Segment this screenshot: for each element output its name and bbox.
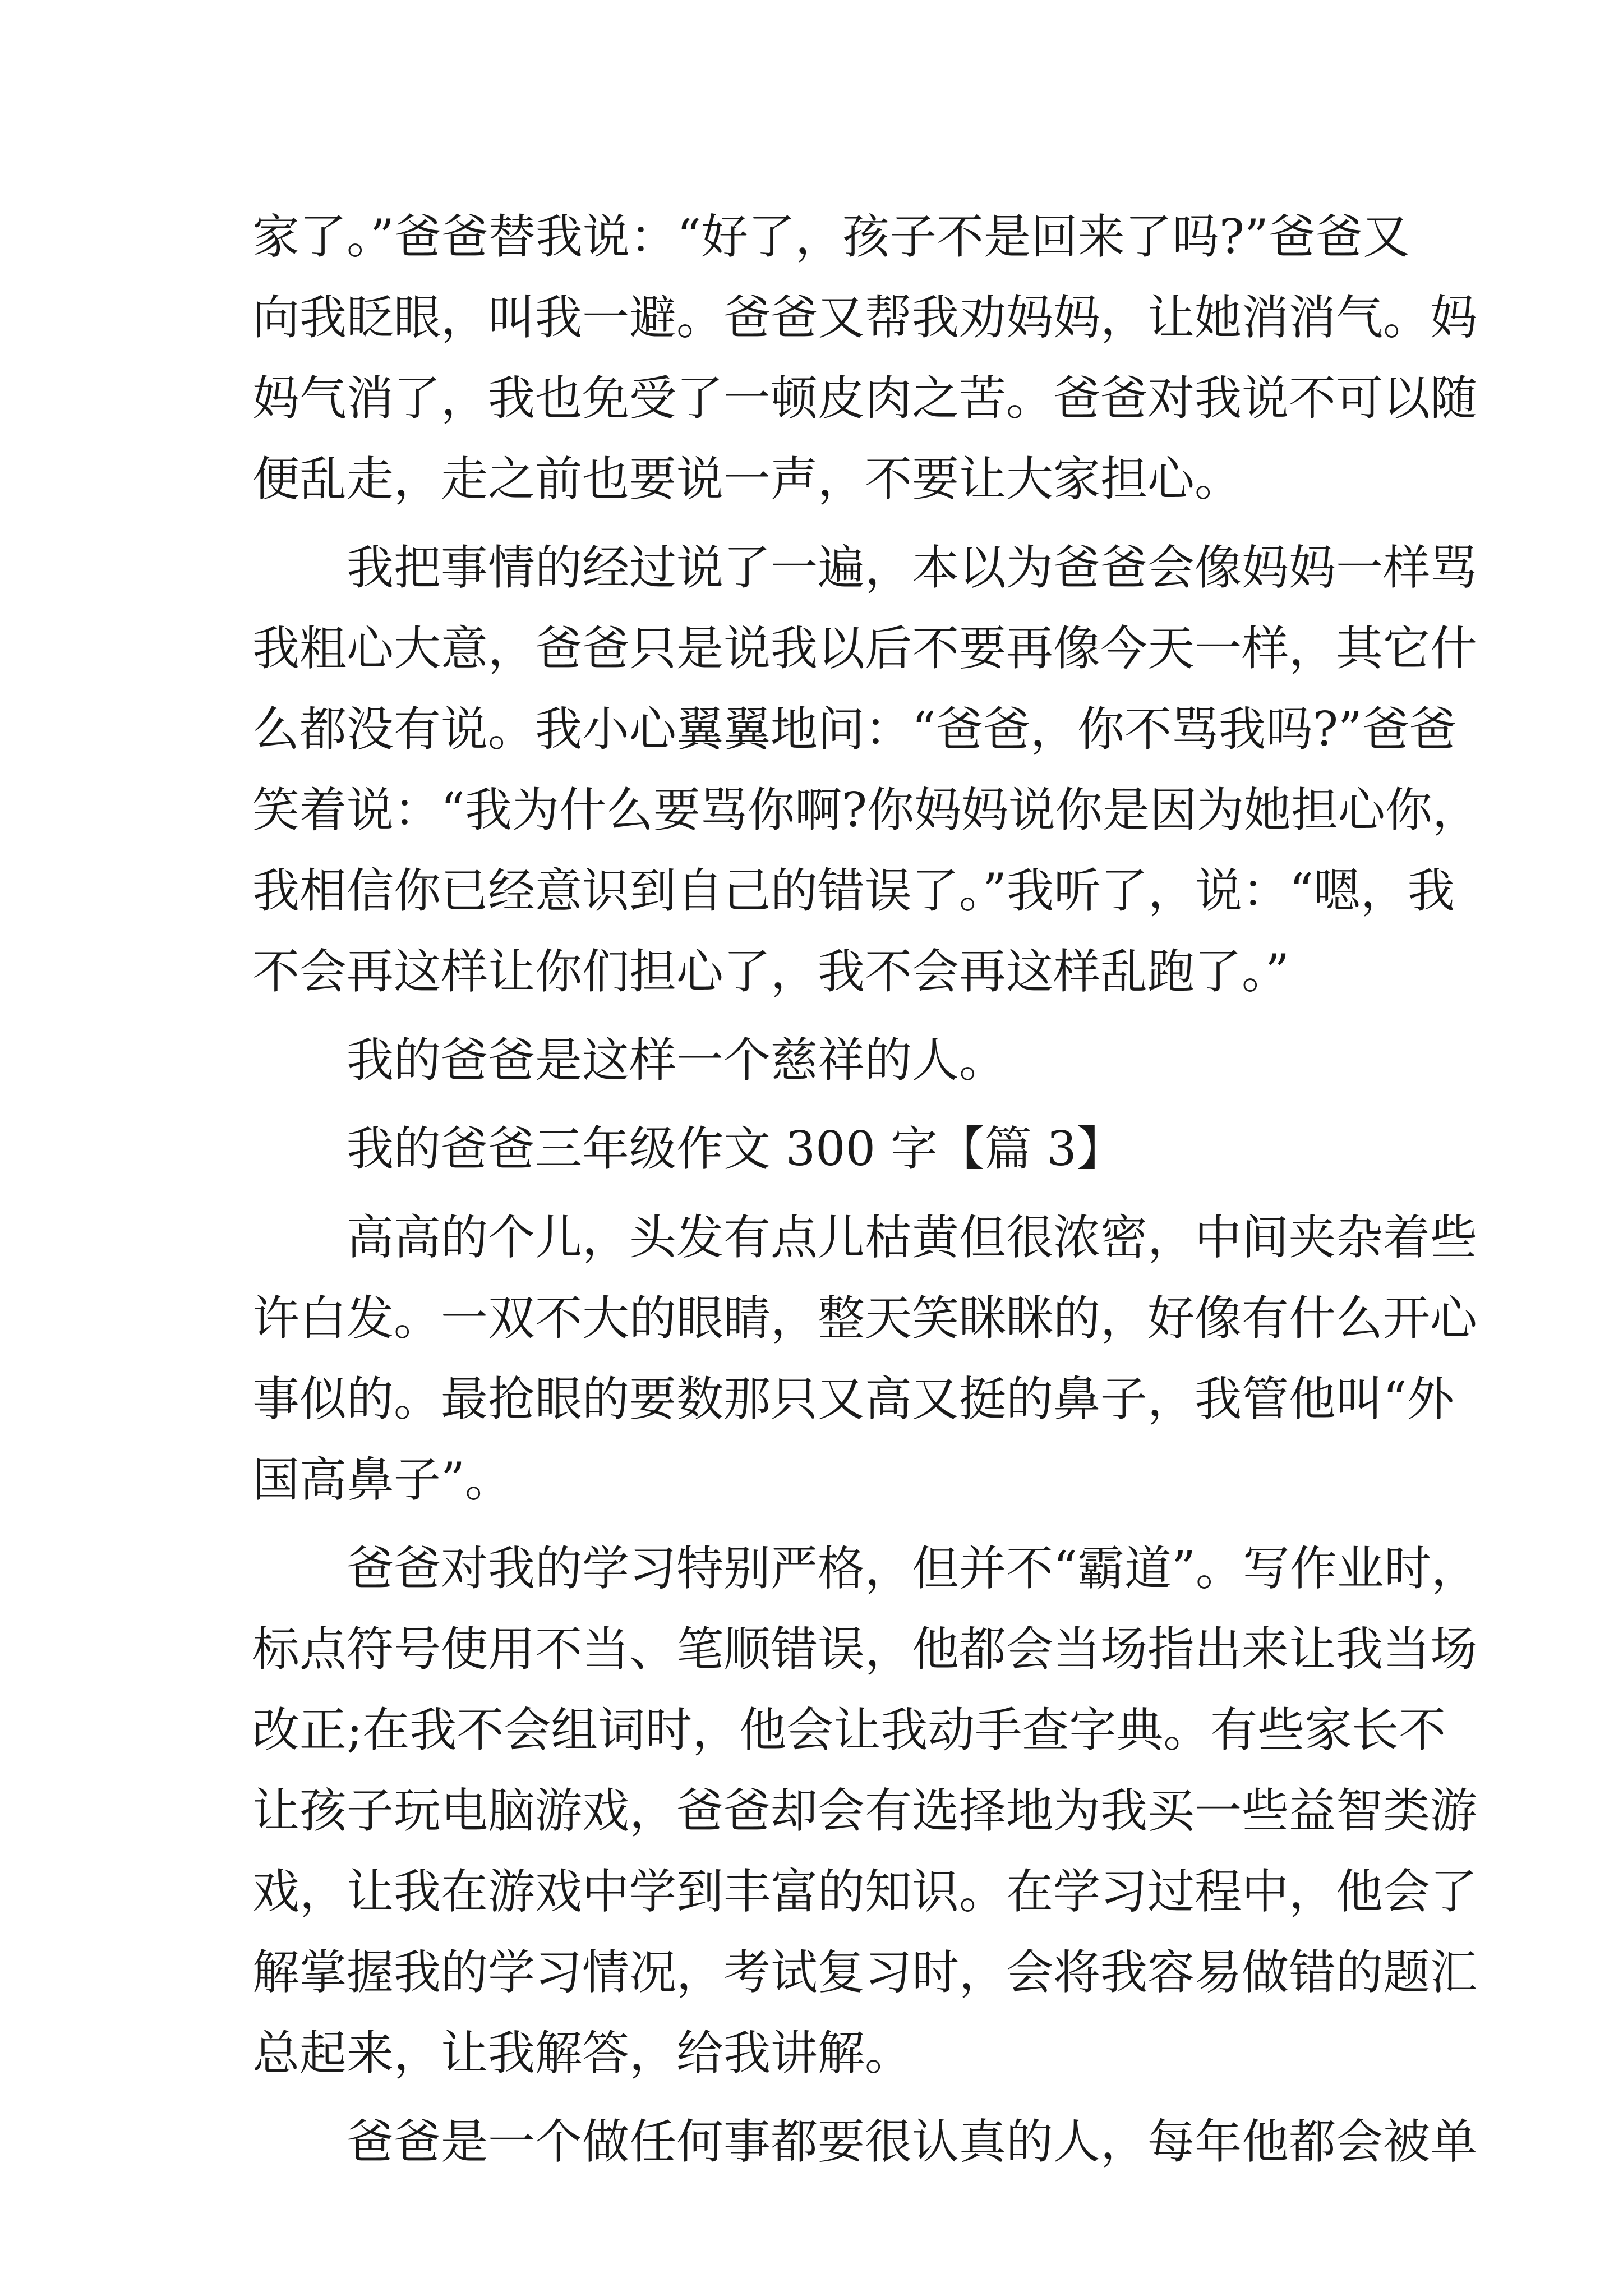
paragraph-gap — [252, 1012, 1380, 1020]
text-line: 改正;在我不会组词时，他会让我动手查字典。有些家长不 — [252, 1703, 1446, 1757]
paragraph-gap — [252, 2093, 1380, 2101]
paragraph-gap — [252, 1101, 1380, 1108]
text-line: 不会再这样让你们担心了，我不会再这样乱跑了。” — [252, 944, 1289, 999]
text-line: 家了。”爸爸替我说：“好了，孩子不是回来了吗?”爸爸又 — [252, 209, 1410, 264]
section-heading — [252, 1108, 1380, 1189]
paragraph — [252, 527, 1479, 1012]
text-line: 戏，让我在游戏中学到丰富的知识。在学习过程中，他会了 — [252, 1864, 1478, 1919]
paragraph — [252, 1528, 1478, 2093]
paragraph-gap — [252, 519, 1380, 527]
text-line: 便乱走，走之前也要说一声，不要让大家担心。 — [252, 452, 1242, 507]
text-line: 我粗心大意，爸爸只是说我以后不要再像今天一样，其它什 — [252, 621, 1478, 676]
text-line: 妈气消了，我也免受了一顿皮肉之苦。爸爸对我说不可以随 — [252, 371, 1478, 426]
text-line: 事似的。最抢眼的要数那只又高又挺的鼻子，我管他叫“外 — [252, 1372, 1454, 1427]
text-line: 笑着说：“我为什么要骂你啊?你妈妈说你是因为她担心你， — [252, 783, 1479, 838]
heading-line: 我的爸爸三年级作文 300 字【篇 3】 — [347, 1121, 1124, 1176]
text-line: 爸爸对我的学习特别严格，但并不“霸道”。写作业时， — [347, 1541, 1478, 1596]
text-line: 许白发。一双不大的眼睛，整天笑眯眯的，好像有什么开心 — [252, 1291, 1478, 1346]
text-line: 我把事情的经过说了一遍，本以为爸爸会像妈妈一样骂 — [347, 540, 1478, 595]
text-line: 高高的个儿，头发有点儿枯黄但很浓密，中间夹杂着些 — [347, 1210, 1478, 1265]
text-line: 让孩子玩电脑游戏，爸爸却会有选择地为我买一些益智类游 — [252, 1783, 1478, 1838]
text-line: 么都没有说。我小心翼翼地问：“爸爸，你不骂我吗?”爸爸 — [252, 702, 1456, 757]
paragraph-gap — [252, 1520, 1380, 1528]
text-line: 标点符号使用不当、笔顺错误，他都会当场指出来让我当场 — [252, 1622, 1478, 1677]
text-line: 国高鼻子”。 — [252, 1452, 512, 1507]
text-line: 向我眨眼，叫我一避。爸爸又帮我劝妈妈，让她消消气。妈 — [252, 290, 1478, 345]
paragraph — [252, 1020, 1380, 1101]
paragraph — [252, 196, 1478, 519]
text-line: 我相信你已经意识到自己的错误了。”我听了，说：“嗯，我 — [252, 863, 1455, 918]
text-line: 我的爸爸是这样一个慈祥的人。 — [347, 1033, 1007, 1088]
paragraph-gap — [252, 1189, 1380, 1197]
paragraph — [252, 1197, 1478, 1520]
paragraph — [252, 2101, 1478, 2182]
text-line: 解掌握我的学习情况，考试复习时，会将我容易做错的题汇 — [252, 1945, 1478, 2000]
text-line: 爸爸是一个做任何事都要很认真的人，每年他都会被单 — [347, 2114, 1478, 2169]
text-line: 总起来，让我解答，给我讲解。 — [252, 2026, 912, 2081]
essay-body — [252, 196, 1479, 2182]
